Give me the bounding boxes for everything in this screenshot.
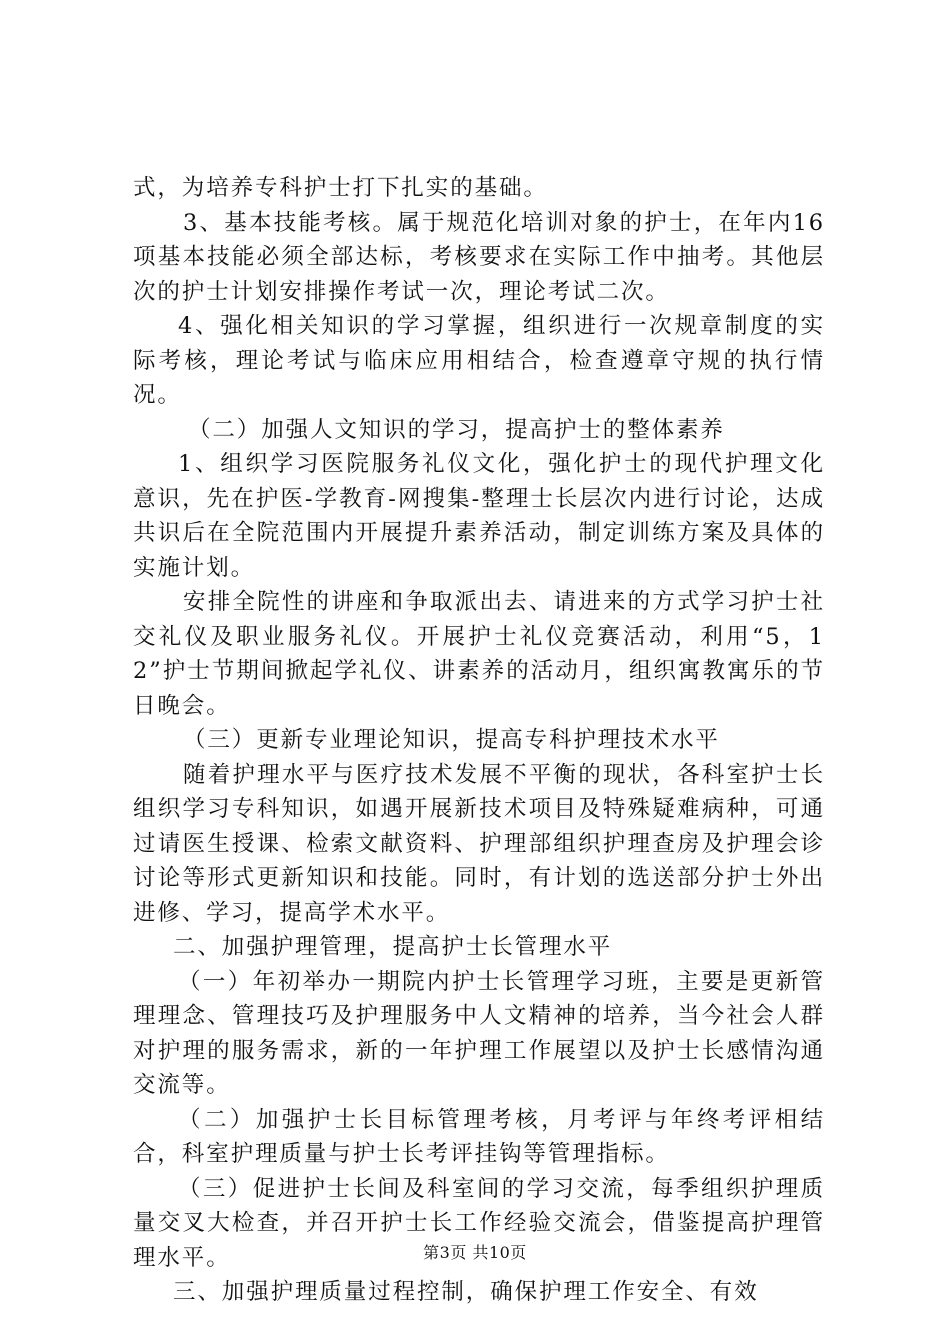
- paragraph-etiquette-activities: 安排全院性的讲座和争取派出去、请进来的方式学习护士社交礼仪及职业服务礼仪。开展护士礼仪竞赛活动，利用“5，12”护士节期间掀起学礼仪、讲素养的活动月，组织寓教寓乐的节日晚会。: [133, 589, 825, 719]
- paragraph-knowledge-reinforcement: 4、强化相关知识的学习掌握，组织进行一次规章制度的实际考核，理论考试与临床应用相结合，检查遵章守规的执行情况。: [133, 313, 825, 408]
- paragraph-basic-skills-assessment: 3、基本技能考核。属于规范化培训对象的护士，在年内16项基本技能必须全部达标，考核要求在实际工作中抽考。其他层次的护士计划安排操作考试一次，理论考试二次。: [133, 209, 825, 305]
- section-heading-professional-theory: （三）更新专业理论知识，提高专科护理技术水平: [183, 727, 720, 753]
- section-heading-management: 二、加强护理管理，提高护士长管理水平: [173, 934, 613, 960]
- document-body: [133, 171, 825, 1310]
- section-heading-quality-control: 三、加强护理质量过程控制，确保护理工作安全、有效: [173, 1279, 759, 1305]
- paragraph-continuation: 式，为培养专科护士打下扎实的基础。: [133, 175, 548, 201]
- paragraph-target-assessment: （二）加强护士长目标管理考核，月考评与年终考评相结合，科室护理质量与护士长考评挂钩等管理指标。: [133, 1106, 825, 1167]
- paragraph-exchange-learning: （三）促进护士长间及科室间的学习交流，每季组织护理质量交叉大检查，并召开护士长工作经验交流会，借鉴提高护理管理水平。: [133, 1175, 825, 1271]
- paragraph-specialty-knowledge: 随着护理水平与医疗技术发展不平衡的现状，各科室护士长组织学习专科知识，如遇开展新技术项目及特殊疑难病种，可通过请医生授课、检索文献资料、护理部组织护理查房及护理会诊讨论等形式更新知识和技能。同时，有计划的选送部分护士外出进修、学习，提高学术水平。: [133, 761, 825, 926]
- paragraph-etiquette-culture: 1、组织学习医院服务礼仪文化，强化护士的现代护理文化意识，先在护医-学教育-网搜集-整理士长层次内进行讨论，达成共识后在全院范围内开展提升素养活动，制定训练方案及具体的实施计划。: [133, 451, 825, 581]
- section-heading-humanities: （二）加强人文知识的学习，提高护士的整体素养: [188, 416, 725, 443]
- paragraph-management-training: （一）年初举办一期院内护士长管理学习班，主要是更新管理理念、管理技巧及护理服务中人文精神的培养，当今社会人群对护理的服务需求，新的一年护理工作展望以及护士长感情沟通交流等。: [133, 968, 825, 1098]
- page-number-footer: 第3页 共10页: [423, 1243, 527, 1262]
